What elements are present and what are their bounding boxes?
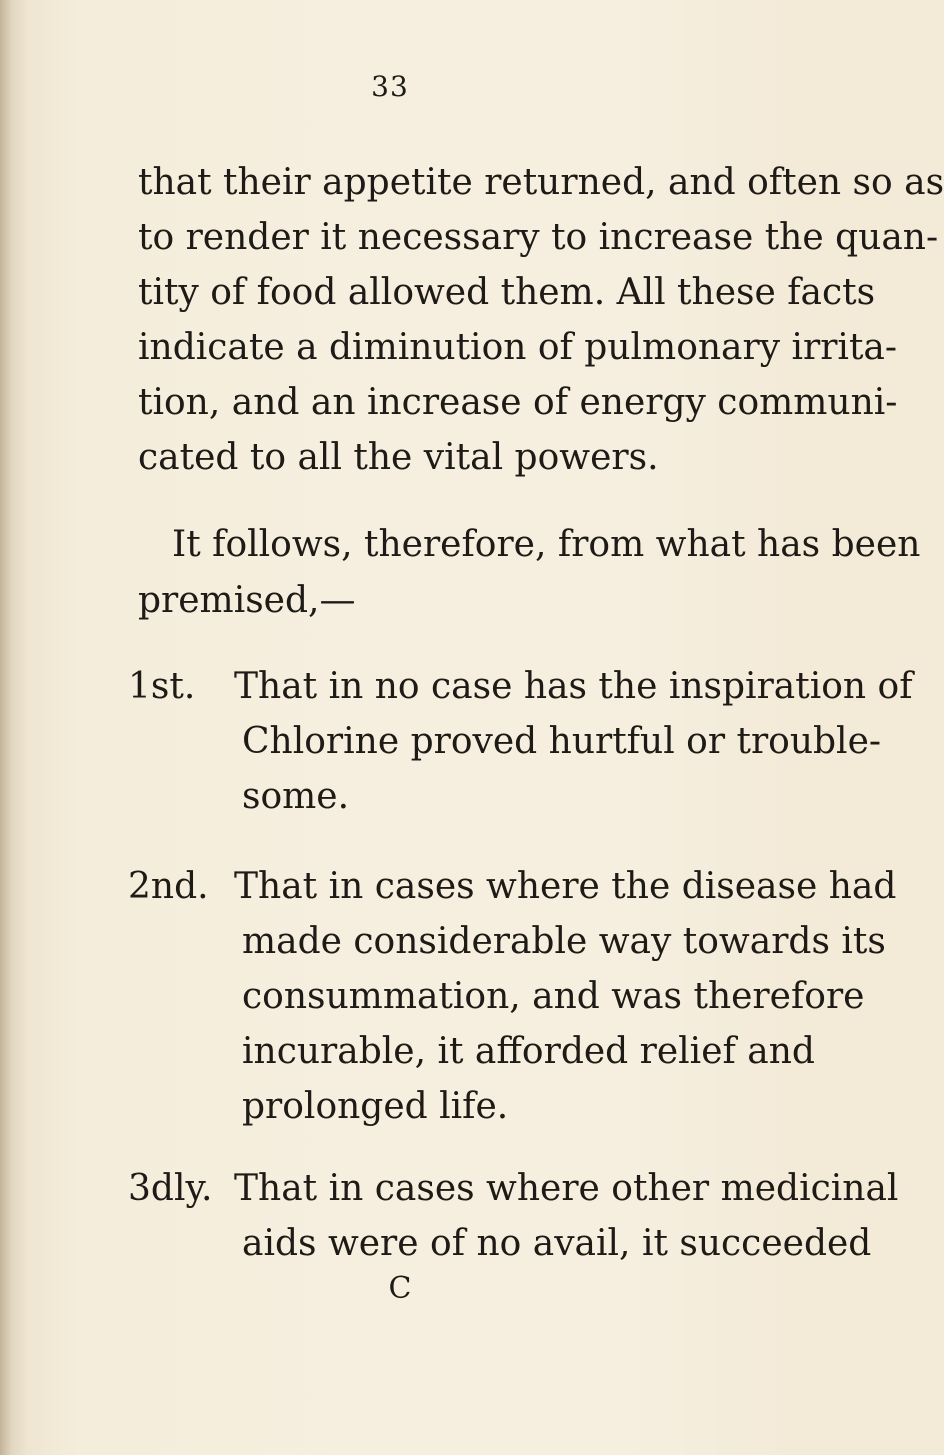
list-item-label: 1st. [128,666,196,707]
text-line: to render it necessary to increase the quan- [138,217,939,258]
text-line: aids were of no avail, it succeeded [242,1223,872,1264]
text-line: tity of food allowed them. All these facts [138,272,876,313]
text-line: made considerable way towards its [242,921,886,962]
text-line: consummation, and was therefore [242,976,865,1017]
text-line: premised,— [138,580,356,621]
list-item-2nd [128,866,896,908]
page-gutter [0,0,12,1455]
text-line: Chlorine proved hurtful or trouble- [242,721,882,762]
signature-mark: C [388,1271,412,1306]
list-item-label: 3dly. [128,1168,213,1209]
text-line: incurable, it afforded relief and [242,1031,815,1072]
text-line: some. [242,776,350,817]
list-item-3dly [128,1168,898,1210]
list-item-label: 2nd. [128,866,209,907]
text-line: It follows, therefore, from what has been [172,524,921,565]
text-line: that their appetite returned, and often so as [138,162,944,203]
text-line: prolonged life. [242,1086,509,1127]
text-line: cated to all the vital powers. [138,437,659,478]
list-item-text: That in cases where the disease had [234,866,897,907]
text-line: indicate a diminution of pulmonary irrita- [138,327,898,368]
list-item-text: That in no case has the inspiration of [234,666,913,707]
list-item-1st [128,666,913,708]
page-number: 33 [371,70,409,103]
text-line: tion, and an increase of energy communi- [138,382,898,423]
list-item-text: That in cases where other medicinal [234,1168,899,1209]
